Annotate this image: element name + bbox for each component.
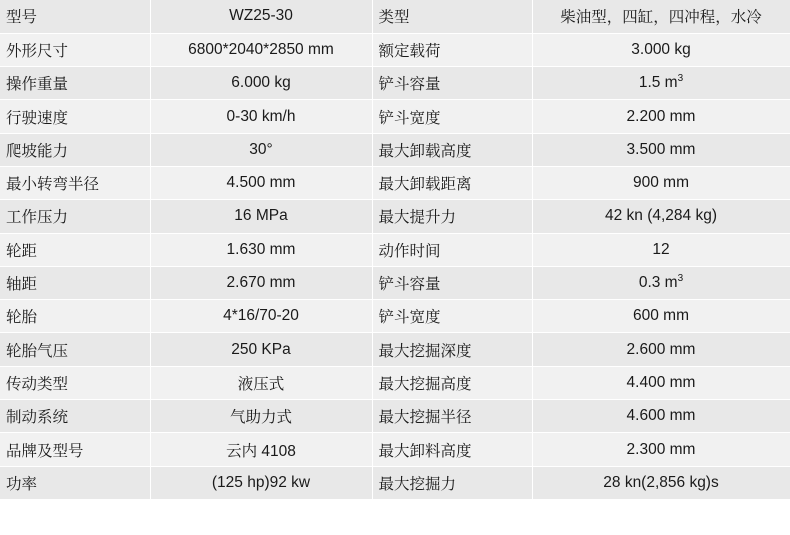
- table-row: [0, 0, 790, 33]
- right-label: 铲斗宽度: [372, 100, 532, 133]
- left-value: 1.630 mm: [150, 233, 372, 266]
- right-value: 3.500 mm: [532, 133, 790, 166]
- right-label: 最大挖掘高度: [372, 366, 532, 399]
- right-label: 额定载荷: [372, 33, 532, 66]
- left-value: 4*16/70-20: [150, 300, 372, 333]
- right-label: 铲斗容量: [372, 266, 532, 299]
- right-value: 柴油型，四缸，四冲程，水冷: [532, 0, 790, 33]
- right-value: 2.300 mm: [532, 433, 790, 466]
- left-label: 轮胎气压: [0, 333, 150, 366]
- left-value: 30°: [150, 133, 372, 166]
- right-label: 最大提升力: [372, 200, 532, 233]
- table-row: [0, 67, 790, 100]
- right-label: 动作时间: [372, 233, 532, 266]
- table-row: [0, 33, 790, 66]
- superscript: 3: [677, 73, 684, 85]
- right-value: 2.200 mm: [532, 100, 790, 133]
- left-label: 操作重量: [0, 67, 150, 100]
- left-value: 4.500 mm: [150, 166, 372, 199]
- right-value: 900 mm: [532, 166, 790, 199]
- left-label: 轮距: [0, 233, 150, 266]
- superscript: 3: [677, 272, 684, 284]
- table-row: [0, 166, 790, 199]
- table-row: [0, 333, 790, 366]
- left-value: 0-30 km/h: [150, 100, 372, 133]
- left-label: 工作压力: [0, 200, 150, 233]
- table-row: [0, 300, 790, 333]
- left-value: (125 hp)92 kw: [150, 466, 372, 499]
- right-label: 最大卸载距离: [372, 166, 532, 199]
- left-label: 功率: [0, 466, 150, 499]
- left-value: WZ25-30: [150, 0, 372, 33]
- right-value: 1.5 $m^3$: [532, 67, 790, 100]
- right-value: 2.600 mm: [532, 333, 790, 366]
- right-value: 28 kn(2,856 kg)s: [532, 466, 790, 499]
- left-label: 最小转弯半径: [0, 166, 150, 199]
- left-value: 气助力式: [150, 400, 372, 433]
- left-value: 云内 4108: [150, 433, 372, 466]
- table-row: [0, 433, 790, 466]
- left-value: 250 KPa: [150, 333, 372, 366]
- right-value: 12: [532, 233, 790, 266]
- right-label: 最大挖掘半径: [372, 400, 532, 433]
- left-value: 6800*2040*2850 mm: [150, 33, 372, 66]
- right-label: 铲斗容量: [372, 67, 532, 100]
- right-value: 4.600 mm: [532, 400, 790, 433]
- right-label: 铲斗宽度: [372, 300, 532, 333]
- right-value: 600 mm: [532, 300, 790, 333]
- table-row: [0, 233, 790, 266]
- table-row: [0, 133, 790, 166]
- left-label: 轴距: [0, 266, 150, 299]
- left-label: 行驶速度: [0, 100, 150, 133]
- table-row: [0, 100, 790, 133]
- right-label: 类型: [372, 0, 532, 33]
- left-label: 爬坡能力: [0, 133, 150, 166]
- right-value: 4.400 mm: [532, 366, 790, 399]
- left-label: 品牌及型号: [0, 433, 150, 466]
- left-value: 液压式: [150, 366, 372, 399]
- right-label: 最大挖掘深度: [372, 333, 532, 366]
- right-label: 最大卸料高度: [372, 433, 532, 466]
- left-value: 16 MPa: [150, 200, 372, 233]
- left-label: 传动类型: [0, 366, 150, 399]
- left-label: 外形尺寸: [0, 33, 150, 66]
- table-row: [0, 366, 790, 399]
- table-row: [0, 466, 790, 499]
- table-row: [0, 266, 790, 299]
- right-value: 0.3 $m^3$: [532, 266, 790, 299]
- left-label: 制动系统: [0, 400, 150, 433]
- left-value: 6.000 kg: [150, 67, 372, 100]
- left-label: 型号: [0, 0, 150, 33]
- table-row: [0, 200, 790, 233]
- table-row: [0, 400, 790, 433]
- left-value: 2.670 mm: [150, 266, 372, 299]
- right-label: 最大挖掘力: [372, 466, 532, 499]
- left-label: 轮胎: [0, 300, 150, 333]
- right-value: 42 kn (4,284 kg): [532, 200, 790, 233]
- right-label: 最大卸载高度: [372, 133, 532, 166]
- right-value: 3.000 kg: [532, 33, 790, 66]
